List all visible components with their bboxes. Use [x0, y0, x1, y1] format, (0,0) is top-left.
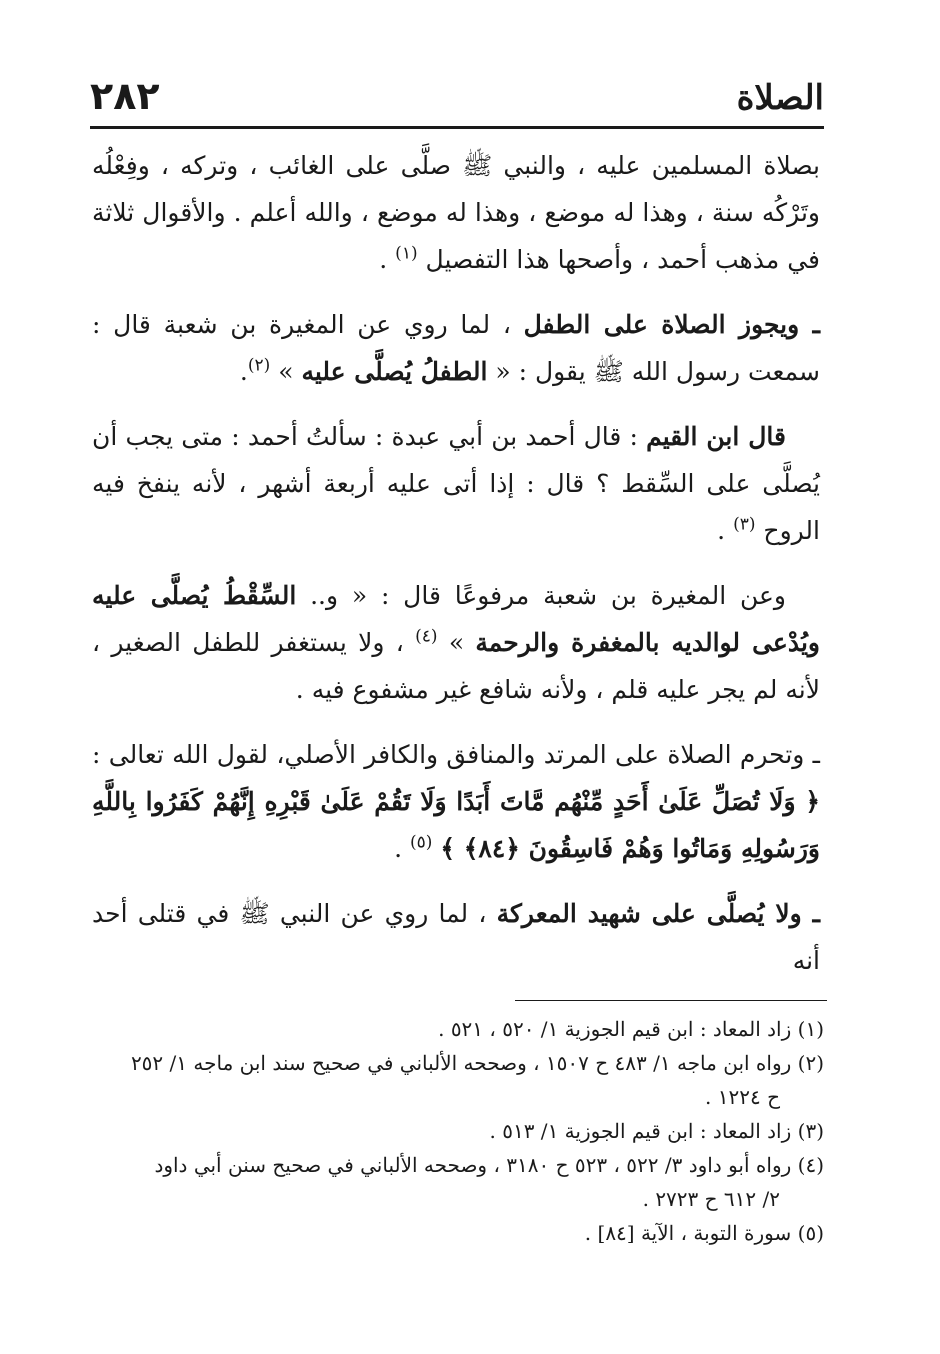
footnote-ref-4: (٤): [415, 626, 438, 647]
paragraph-2-text: ، لما روي عن المغيرة بن شعبة قال : سمعت رسول الله ﷺ يقول : «: [92, 310, 820, 386]
paragraph-2: [92, 301, 820, 395]
page-number: ٢٨٢: [90, 74, 160, 118]
running-title: الصلاة: [736, 78, 824, 118]
paragraph-2-close: »: [270, 357, 302, 386]
page-header: [90, 70, 824, 129]
paragraph-4-close: »: [437, 628, 476, 657]
paragraph-3-end: .: [717, 516, 734, 545]
footnote-divider: [515, 1000, 827, 1001]
paragraph-2-hadith: الطفلُ يُصلَّى عليه: [301, 357, 488, 386]
footnote-ref-3: (٣): [733, 514, 756, 535]
footnote-ref-2: (٢): [247, 355, 271, 376]
quran-verse: ﴿ وَلَا تُصَلِّ عَلَىٰ أَحَدٍ مِّنْهُم مَّاتَ أَبَدًا وَلَا تَقُمْ عَلَىٰ قَبْرِهِ إِنَّهُمْ كَفَرُوا بِاللَّهِ وَرَسُولِهِ وَمَاتُوا وَهُمْ فَاسِقُونَ ﴿٨٤﴾ ﴾: [92, 787, 820, 863]
footnote-2-text: (٢) رواه ابن ماجه ١/ ٤٨٣ ح ١٥٠٧ ، وصححه الألباني في صحيح سند ابن ماجه ١/ ٢٥٢: [130, 1051, 824, 1075]
paragraph-3-heading: قال ابن القيم: [646, 422, 786, 451]
paragraph-1-text: بصلاة المسلمين عليه ، والنبي ﷺ صلَّى على الغائب ، وتركه ، وفِعْلُه وتَرْكُه سنة ، وهذا له موضع ، وهذا له موضع ، والله أعلم . والأقوال ثلاثة في مذهب أحمد ، وأصحها هذا التفصيل: [92, 151, 820, 274]
paragraph-6: [92, 890, 820, 984]
paragraph-2-heading: ـ ويجوز الصلاة على الطفل: [523, 310, 820, 339]
paragraph-4-hadith: السِّقْطُ يُصلَّى عليه ويُدْعى لوالديه بالمغفرة والرحمة: [92, 581, 820, 657]
footnote-3: [94, 1114, 824, 1148]
footnote-1: [94, 1012, 824, 1046]
paragraph-3-text: : قال أحمد بن أبي عبدة : سألتُ أحمد : متى يجب أن يُصلَّى على السِّقط ؟ قال : إذا أتى عليه أربعة أشهر ، لأنه ينفخ فيه الروح: [92, 422, 820, 545]
footnote-ref-1: (١): [395, 243, 418, 264]
footnote-5: [94, 1216, 824, 1250]
paragraph-2-end: .: [239, 357, 248, 386]
paragraph-4: [92, 572, 820, 713]
paragraph-1-end: .: [379, 245, 396, 274]
footnote-5-text: (٥) سورة التوبة ، الآية [٨٤] .: [584, 1221, 824, 1245]
footnote-4-continuation: ٢/ ٦١٢ ح ٢٧٢٣ .: [642, 1187, 780, 1211]
footnote-4-text: (٤) رواه أبو داود ٣/ ٥٢٢ ، ٥٢٣ ح ٣١٨٠ ، وصححه الألباني في صحيح سنن أبي داود: [154, 1153, 824, 1177]
main-text: [92, 142, 820, 1002]
footnote-ref-5: (٥): [410, 832, 433, 853]
paragraph-1: [92, 142, 820, 283]
footnote-1-text: (١) زاد المعاد : ابن قيم الجوزية ١/ ٥٢٠ ، ٥٢١ .: [438, 1017, 824, 1041]
footnote-3-text: (٣) زاد المعاد : ابن قيم الجوزية ١/ ٥١٣ .: [489, 1119, 824, 1143]
footnote-2-continuation: ح ١٢٢٤ .: [705, 1085, 780, 1109]
paragraph-6-text: ، لما روي عن النبي ﷺ في قتلى أحد أنه: [92, 899, 820, 975]
paragraph-4-text: وعن المغيرة بن شعبة مرفوعًا قال : « و..: [296, 581, 786, 610]
paragraph-6-heading: ـ ولا يُصلَّى على شهيد المعركة: [496, 899, 820, 928]
footnotes: [94, 1012, 824, 1250]
footnote-4: [94, 1148, 824, 1216]
footnote-2: [94, 1046, 824, 1114]
paragraph-5: [92, 731, 820, 872]
paragraph-5-text: ـ وتحرم الصلاة على المرتد والمنافق والكافر الأصلي، لقول الله تعالى :: [92, 740, 820, 769]
paragraph-3: [92, 413, 820, 554]
paragraph-4-text-2: ، ولا يستغفر للطفل الصغير ، لأنه لم يجر عليه قلم ، ولأنه شافع غير مشفوع فيه .: [92, 628, 820, 704]
paragraph-5-end: .: [394, 834, 411, 863]
